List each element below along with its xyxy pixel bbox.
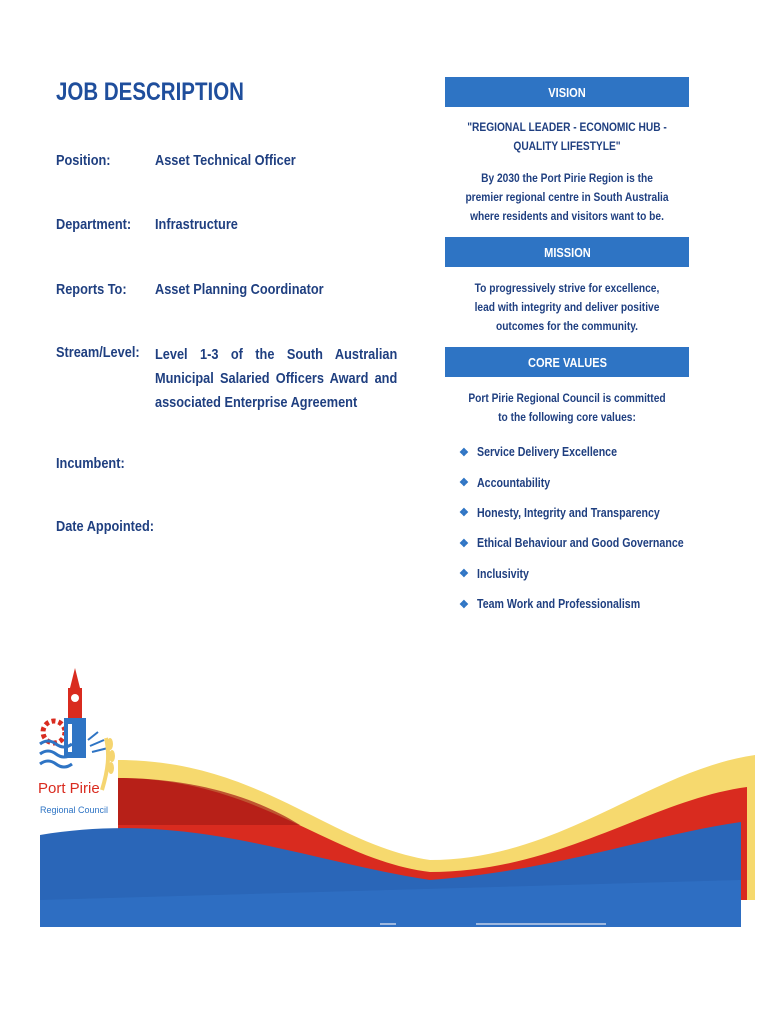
diamond-bullet-icon: ❖	[459, 507, 469, 520]
vision-slogan: "REGIONAL LEADER - ECONOMIC HUB - QUALITY LIFESTYLE"	[467, 120, 667, 153]
reports-to-label: Reports To:	[56, 281, 127, 298]
core-value-item: ❖ Ethical Behaviour and Good Governance	[459, 536, 684, 551]
logo-subtitle: Regional Council	[40, 805, 109, 815]
diamond-bullet-icon: ❖	[459, 477, 469, 490]
date-appointed-label: Date Appointed:	[56, 518, 154, 535]
position-label: Position:	[56, 152, 111, 169]
logo-name: Port Pirie	[38, 780, 100, 797]
port-pirie-logo	[38, 660, 128, 820]
position-value: Asset Technical Officer	[155, 152, 296, 169]
core-value-item: ❖ Inclusivity	[459, 566, 529, 581]
diamond-bullet-icon: ❖	[459, 446, 469, 459]
incumbent-label: Incumbent:	[56, 455, 125, 472]
diamond-bullet-icon: ❖	[459, 598, 469, 611]
core-values-list	[459, 437, 720, 619]
core-values-intro: Port Pirie Regional Council is committed to the following core values:	[468, 391, 666, 424]
core-value-item: ❖ Service Delivery Excellence	[459, 445, 618, 460]
vision-text: By 2030 the Port Pirie Region is the premier regional centre in South Australia where residents and visitors want to be.	[465, 171, 669, 223]
core-value-item: ❖ Honesty, Integrity and Transparency	[459, 505, 660, 520]
department-value: Infrastructure	[155, 216, 238, 233]
core-value-item: ❖ Team Work and Professionalism	[459, 597, 641, 612]
page-title: JOB DESCRIPTION	[56, 78, 244, 106]
stream-level-value: Level 1-3 of the South Australian Municipal Salaried Officers Award and associated Enterprise Agreement	[155, 346, 398, 411]
department-label: Department:	[56, 216, 132, 233]
diamond-bullet-icon: ❖	[459, 568, 469, 581]
mission-text: To progressively strive for excellence, lead with integrity and deliver positive outcomes for the community.	[474, 281, 660, 333]
stream-level-label: Stream/Level:	[56, 344, 140, 361]
core-value-item: ❖ Accountability	[459, 475, 551, 490]
mission-heading: MISSION	[445, 237, 689, 267]
vision-heading: VISION	[445, 77, 689, 107]
core-values-heading: CORE VALUES	[445, 347, 689, 377]
reports-to-value: Asset Planning Coordinator	[155, 281, 324, 298]
diamond-bullet-icon: ❖	[459, 537, 469, 550]
